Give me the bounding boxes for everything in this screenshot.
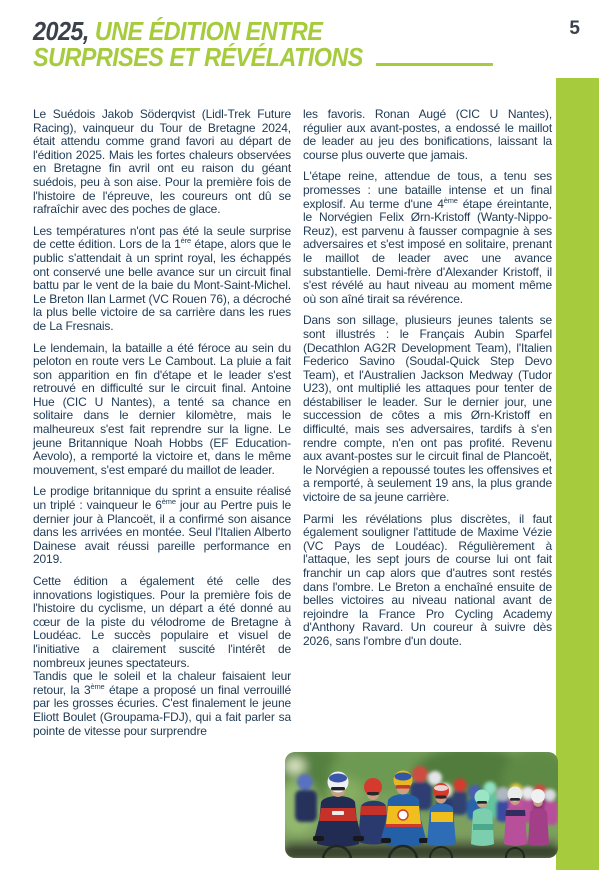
paragraph-left-3: Le lendemain, la bataille a été féroce au sein du peloton en route vers Le Cambout. La pluie a fait son apparition en fin d'étape et le leader s'est retrouvé en difficulté sur le circuit final. Antoine Hue (CIC U Nantes), a tenté sa chance en solitaire dans le dernier kilomètre, mais le malheureux s'est fait reprendre sur la ligne. Le jeune Britannique Noah Hobbs (EF Education-Aevolo), a remporté la victoire et, dans le même mouvement, s'est emparé du maillot de leader.: [33, 340, 291, 477]
peloton-photo-image: [285, 752, 558, 858]
left-column: [33, 108, 291, 746]
title-line-1: [33, 18, 492, 44]
paragraph-left-5: Cette édition a également été celle des innovations logistiques. Pour la première fois de l'histoire du cyclisme, un départ a été donné au cœur de la piste du vélodrome de Bretagne à Loudéac. Le succès populaire et visuel de l'initiative a clairement suscité l'intérêt de nombreux jeunes spectateurs.: [33, 574, 291, 670]
page-number: 5: [569, 18, 580, 39]
paragraph-left-1: Le Suédois Jakob Söderqvist (Lidl-Trek Future Racing), vainqueur du Tour de Bretagne 2024, était attendu comme grand favori au départ de l'édition 2025. Mais les fortes chaleurs observées en Bretagne fin avril ont eu raison du géant suédois, peu à son aise. Pour la première fois de l'histoire de l'épreuve, les coureurs ont dû se rafraîchir avec des poches de glace.: [33, 107, 291, 217]
title-line-2: [33, 44, 492, 70]
paragraph-left-6: Tandis que le soleil et la chaleur faisaient leur retour, la 3ème étape a proposé un final verrouillé par les grosses écuries. C'est finalement le jeune Eliott Boulet (Groupama-FDJ), qui a fait parler sa pointe de vitesse pour surprendre: [33, 669, 291, 738]
title-underline: [375, 63, 492, 66]
title-year: 2025,: [33, 16, 89, 46]
paragraph-left-2: Les températures n'ont pas été la seule surprise de cette édition. Lors de la 1ère étape, alors que le public s'attendait à un sprint royal, les échappés ont conservé une belle avance sur un circuit final battu par le vent de la baie du Mont-Saint-Michel. Le Breton Ilan Larmet (VC Rouen 76), a décroché la plus belle victoire de sa carrière dans les rues de La Fresnais.: [33, 223, 291, 333]
paragraph-right-2: L'étape reine, attendue de tous, a tenu ses promesses : une bataille intense et un final explosif. Au terme d'une 4ème étape éreintante, le Norvégien Felix Ørn-Kristoff (Wanty-Nippo-Reuz), est parvenu à fausser compagnie à ses adversaires et s'est imposé en solitaire, prenant le maillot de leader avec une avance substantielle. Demi-frère d'Alexander Kristoff, il s'est révélé au haut niveau au moment même où son aîné tirait sa révérence.: [303, 169, 552, 306]
accent-sidebar: [556, 78, 599, 870]
page-title: [33, 18, 492, 70]
paragraph-right-4: Parmi les révélations plus discrètes, il faut également souligner l'attitude de Maxime Vézie (VC Pays de Loudéac). Régulièrement à l'attaque, les sept jours de course lui ont fait franchir un cap alors que d'autres sont restés dans l'ombre. Le Breton a enchaîné ensuite de belles victoires au niveau national avant de rejoindre la France Pro Cycling Academy d'Anthony Ravard. Un coureur à suivre dès 2026, sans l'ombre d'un doute.: [303, 511, 552, 648]
paragraph-right-3: Dans son sillage, plusieurs jeunes talents se sont illustrés : le Français Aubin Sparfel (Decathlon AG2R Development Team), l'Italien Federico Savino (Soudal-Quick Step Devo Team), et l'Australien Jackson Medway (Tudor U23), ont multiplié les attaques pour tenter de déstabiliser le leader. Sur le dernier jour, une succession de côtes a mis Ørn-Kristoff en difficulté, mais ses adversaires, tardifs à s'en rendre compte, n'en ont pas profité. Revenu aux avant-postes sur le circuit final de Plancoët, le Norvégien a repoussé toutes les offensives et a remporté, à seulement 19 ans, la plus grande victoire de sa jeune carrière.: [303, 313, 552, 505]
title-text-2: SURPRISES ET RÉVÉLATIONS: [33, 42, 363, 72]
title-text-1: UNE ÉDITION ENTRE: [94, 16, 323, 46]
peloton-photo: [285, 752, 558, 858]
paragraph-right-1: les favoris. Ronan Augé (CIC U Nantes), régulier aux avant-postes, a endossé le maillot de leader au jeu des bonifications, laissant la course plus ouverte que jamais.: [303, 107, 552, 162]
paragraph-left-4: Le prodige britannique du sprint a ensuite réalisé un triplé : vainqueur le 6ème jour au Pertre puis le dernier jour à Plancoët, il a confirmé son aisance dans les arrivées en montée. Seul l'Italien Alberto Dainese avait réussi pareille performance en 2019.: [33, 484, 292, 567]
right-column: [303, 108, 552, 657]
